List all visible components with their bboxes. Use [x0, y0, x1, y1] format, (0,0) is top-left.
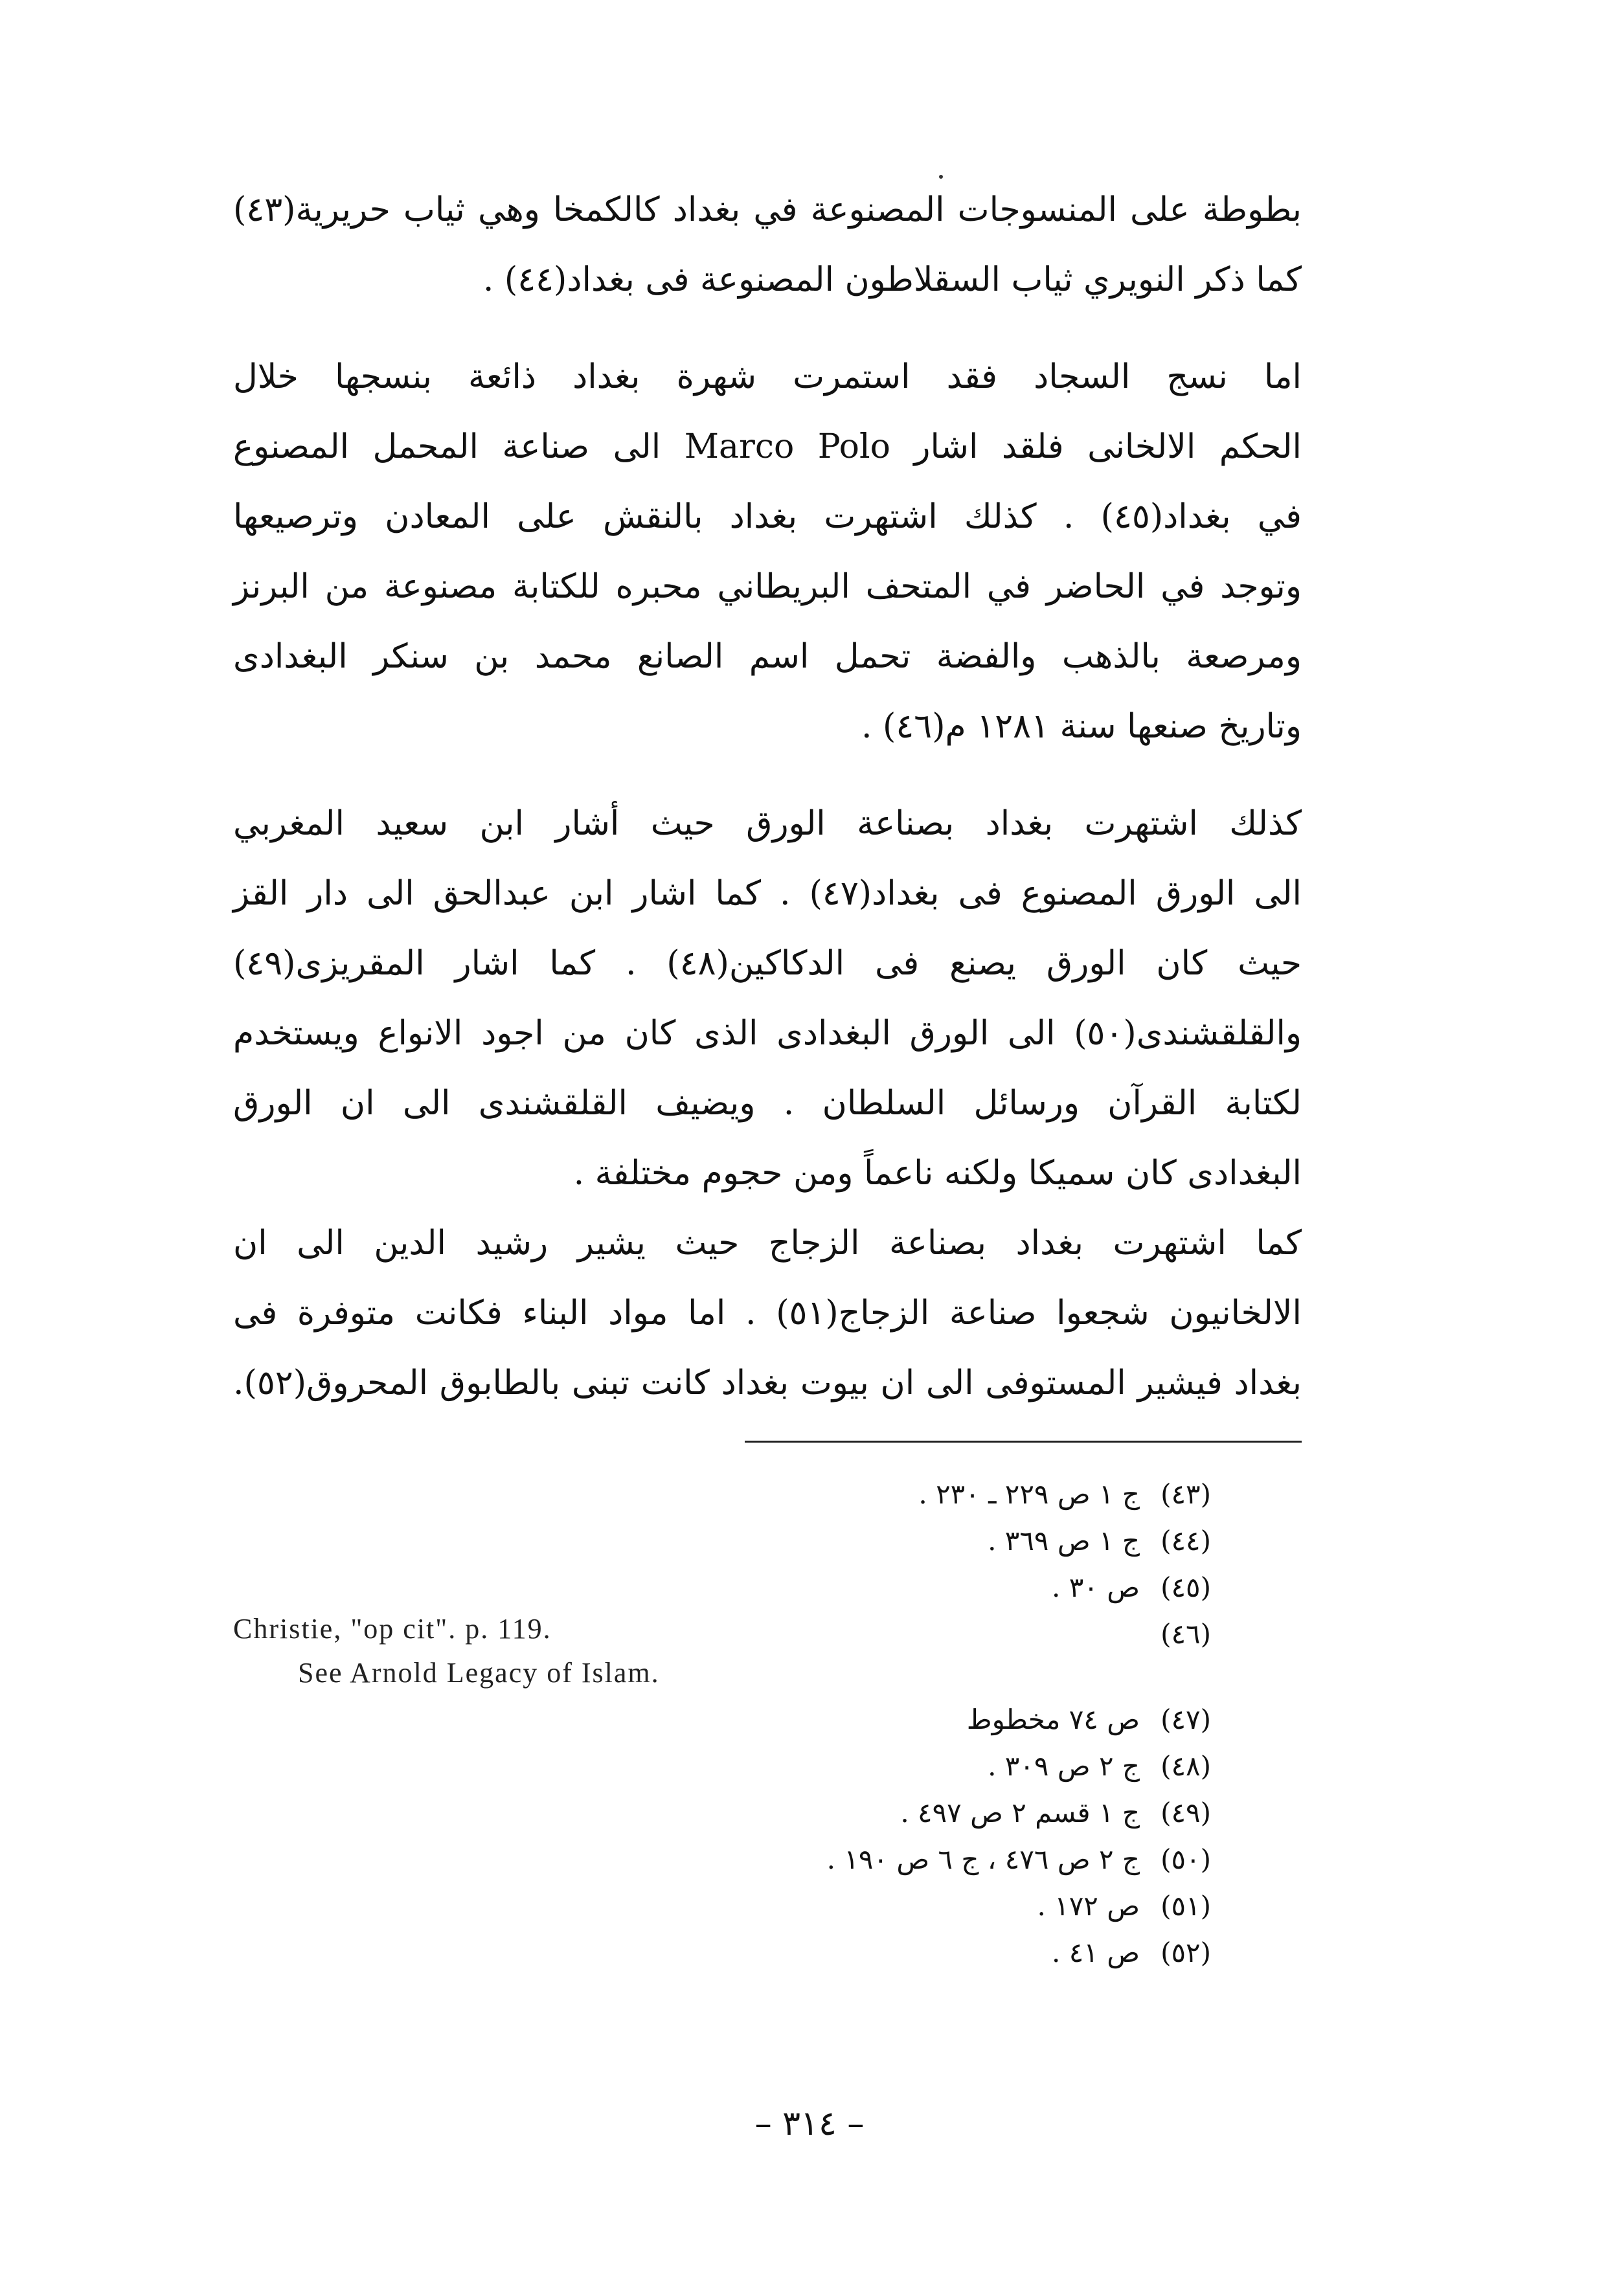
text-line: في بغداد(٤٥) . كذلك اشتهرت بغداد بالنقش على المعادن وترصيعها — [233, 497, 1302, 536]
footnotes — [680, 1471, 1211, 1976]
body-text — [233, 175, 1302, 1418]
footnote-number: (٤٩) — [1160, 1797, 1211, 1829]
footnote — [680, 1518, 1211, 1564]
paragraph-2 — [233, 342, 1302, 761]
footnote-text: ص ٤١ . — [1052, 1937, 1140, 1968]
footnote — [680, 1836, 1211, 1883]
text-line: والقلقشندى(٥٠) الى الورق البغدادى الذى كان من اجود الانواع ويستخدم — [233, 1014, 1302, 1053]
footnote-number: (٤٤) — [1160, 1525, 1211, 1557]
footnote-text: ص ٧٤ مخطوط — [966, 1704, 1140, 1735]
footnote-number: (٥٢) — [1160, 1937, 1211, 1968]
footnote-text: ص ١٧٢ . — [1037, 1890, 1140, 1922]
text-line: حيث كان الورق يصنع فى الدكاكين(٤٨) . كما اشار المقريزى(٤٩) — [233, 944, 1302, 983]
footnote-separator — [745, 1441, 1302, 1443]
footnote-text: ج ٢ ص ٤٧٦ ، ج ٦ ص ١٩٠ . — [826, 1843, 1140, 1875]
footnote — [680, 1611, 1211, 1658]
footnote-gap — [680, 1658, 1211, 1696]
footnote-text: ج ٢ ص ٣٠٩ . — [988, 1750, 1140, 1782]
footnote-text: ج ١ ص ٣٦٩ . — [988, 1525, 1140, 1557]
text-line: بطوطة على المنسوجات المصنوعة في بغداد كالكمخا وهي ثياب حريرية(٤٣) — [233, 190, 1302, 229]
footnote-text: ص ٣٠ . — [1052, 1571, 1140, 1603]
footnote — [680, 1696, 1211, 1743]
text-line: البغدادى كان سميكا ولكنه ناعماً ومن حجوم مختلفة . — [573, 1154, 1302, 1193]
text-line: اما نسج السجاد فقد استمرت شهرة بغداد ذائعة بنسجها خلال — [233, 357, 1302, 396]
footnote — [680, 1564, 1211, 1611]
footnote — [680, 1471, 1211, 1518]
footnote-latin-arnold: See Arnold Legacy of Islam. — [298, 1657, 660, 1689]
footnote — [680, 1743, 1211, 1790]
footnote-latin-christie: Christie, "op cit". p. 119. — [233, 1613, 552, 1645]
text-line: الحكم الالخانى فلقد اشار Marco Polo الى صناعة المحمل المصنوع — [233, 427, 1302, 466]
text-line: وتاريخ صنعها سنة ١٢٨١ م(٤٦) . — [861, 707, 1302, 746]
footnote-text: ج ١ ص ٢٢٩ ـ ٢٣٠ . — [918, 1478, 1140, 1510]
footnote — [680, 1930, 1211, 1976]
text-line: وتوجد في الحاضر في المتحف البريطاني محبره للكتابة مصنوعة من البرنز — [233, 567, 1302, 606]
text-line: بغداد فيشير المستوفى الى ان بيوت بغداد كانت تبنى بالطابوق المحروق(٥٢). — [233, 1364, 1302, 1402]
text-line: لكتابة القرآن ورسائل السلطان . ويضيف القلقشندى الى ان الورق — [233, 1084, 1302, 1123]
text-line: كما اشتهرت بغداد بصناعة الزجاج حيث يشير رشيد الدين الى ان — [233, 1224, 1302, 1263]
paragraph-4 — [233, 1208, 1302, 1418]
text-line: الالخانيون شجعوا صناعة الزجاج(٥١) . اما مواد البناء فكانت متوفرة فى — [233, 1294, 1302, 1333]
paragraph-1 — [233, 175, 1302, 315]
footnote-number: (٤٧) — [1160, 1704, 1211, 1735]
footnote-number: (٥٠) — [1160, 1843, 1211, 1875]
footnote-number: (٥١) — [1160, 1890, 1211, 1922]
footnote-number: (٤٥) — [1160, 1571, 1211, 1603]
footnote-number: (٤٨) — [1160, 1750, 1211, 1782]
text-line: كما ذكر النويري ثياب السقلاطون المصنوعة فى بغداد(٤٤) . — [482, 260, 1302, 299]
footnote-text: ج ١ قسم ٢ ص ٤٩٧ . — [900, 1797, 1140, 1829]
page-number: – ٣١٤ – — [754, 2104, 865, 2143]
text-line: كذلك اشتهرت بغداد بصناعة الورق حيث أشار ابن سعيد المغربي — [233, 804, 1302, 843]
text-line: الى الورق المصنوع فى بغداد(٤٧) . كما اشار ابن عبدالحق الى دار القز — [233, 874, 1302, 913]
footnote — [680, 1790, 1211, 1836]
text-line: ومرصعة بالذهب والفضة تحمل اسم الصانع محمد بن سنكر البغدادى — [233, 637, 1302, 676]
footnote-number: (٤٦) — [1160, 1618, 1211, 1650]
footnote — [680, 1883, 1211, 1930]
footnote-number: (٤٣) — [1160, 1478, 1211, 1510]
paragraph-3 — [233, 789, 1302, 1208]
